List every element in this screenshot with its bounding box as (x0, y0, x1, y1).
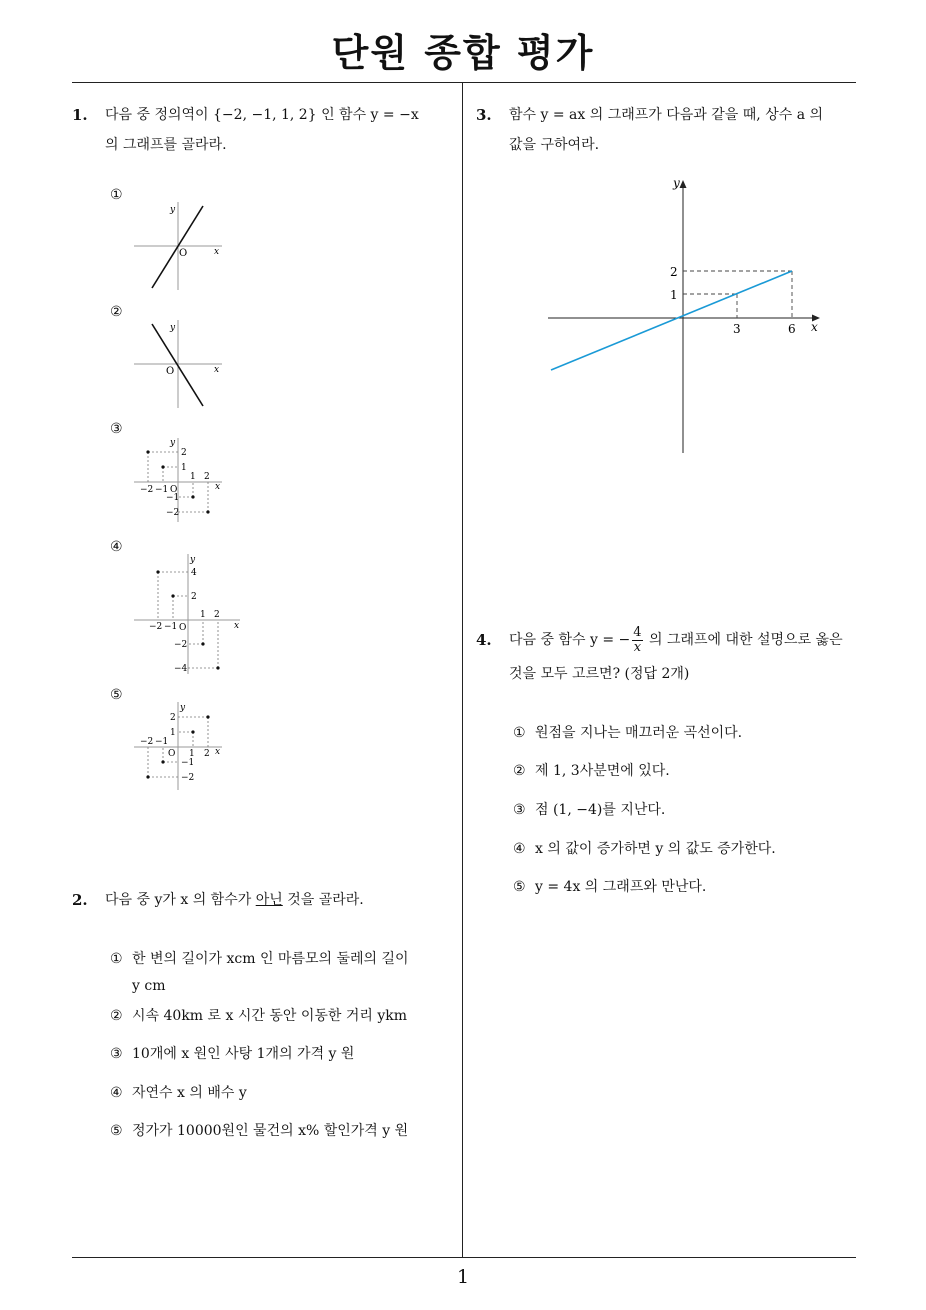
q2-option-5 (110, 1118, 450, 1144)
point (216, 666, 219, 669)
q2-option-3-mark: ③ (110, 1046, 123, 1062)
q2-option-3-text: 10개에 x 원인 사탕 1개의 가격 y 원 (132, 1046, 355, 1062)
y-axis-arrow (680, 180, 687, 188)
q2-option-2-mark: ② (110, 1008, 123, 1024)
y-tick: −1 (181, 758, 195, 768)
y-label: y (190, 555, 196, 565)
y-tick: −2 (166, 508, 180, 518)
y-tick: −2 (174, 640, 188, 650)
q2-option-1 (110, 946, 450, 972)
y-tick: −2 (181, 773, 195, 783)
graph-line (551, 271, 792, 370)
question-4-stem (509, 625, 861, 689)
question-3-stem (509, 100, 861, 160)
fraction-numerator: 4 (633, 624, 642, 640)
q2-option-4-mark: ④ (110, 1085, 123, 1101)
x-tick: 2 (204, 749, 210, 759)
y-label: y (170, 323, 176, 333)
q4-option-1-text: 원점을 지나는 매끄러운 곡선이다. (535, 725, 743, 741)
point (201, 642, 204, 645)
y-tick: 2 (170, 713, 176, 723)
y-tick: 2 (181, 448, 187, 458)
x-tick: −1 (164, 622, 178, 632)
point (146, 450, 149, 453)
q1-graph-4 (130, 552, 245, 677)
header-rule (72, 82, 856, 83)
question-1-line-1: 다음 중 정의역이 {−2, −1, 1, 2} 인 함수 y = −x (105, 107, 419, 123)
point (206, 715, 209, 718)
y-tick: 1 (670, 288, 678, 302)
q4-option-4-text: x 의 값이 증가하면 y 의 값도 증가한다. (535, 841, 776, 857)
x-label: x (215, 747, 221, 757)
x-tick: −2 (140, 485, 154, 495)
q2-option-1-mark: ① (110, 951, 123, 967)
x-tick: 3 (733, 322, 741, 336)
fraction-denominator: x (633, 639, 642, 655)
q4-option-2 (513, 758, 853, 784)
question-1-stem (105, 100, 455, 160)
q1-graph-3 (130, 436, 230, 524)
question-4-line-1 (509, 625, 861, 655)
q1-option-2-mark: ② (110, 304, 123, 320)
q4-option-2-mark: ② (513, 763, 526, 779)
question-2-stem (105, 885, 455, 915)
y-label: y (170, 438, 176, 448)
q4-option-5-mark: ⑤ (513, 879, 526, 895)
q2-option-3 (110, 1041, 450, 1067)
x-label: x (811, 320, 818, 334)
q2-option-2-text: 시속 40km 로 x 시간 동안 이동한 거리 ykm (132, 1008, 408, 1024)
q4-option-3-mark: ③ (513, 802, 526, 818)
point (206, 510, 209, 513)
question-3-number: 3. (476, 106, 492, 124)
q4-option-3-text: 점 (1, −4)를 지난다. (535, 802, 666, 818)
column-divider (462, 83, 463, 1257)
point (161, 465, 164, 468)
x-tick: 2 (214, 610, 220, 620)
y-tick: 2 (670, 265, 678, 279)
x-tick: −2 (140, 737, 154, 747)
q1-option-3-mark: ③ (110, 421, 123, 437)
y-label: y (673, 176, 680, 190)
q2-option-5-text: 정가가 10000원인 물건의 x% 할인가격 y 원 (132, 1123, 409, 1139)
origin-label: O (179, 623, 187, 633)
origin-label: O (170, 485, 178, 495)
point (191, 730, 194, 733)
point (146, 775, 149, 778)
y-label: y (180, 703, 186, 713)
y-tick: 2 (191, 592, 197, 602)
x-tick: 1 (200, 610, 206, 620)
q1-graph-5 (130, 700, 230, 792)
x-tick: −1 (155, 737, 169, 747)
q1-option-5-mark: ⑤ (110, 687, 123, 703)
q1-option-1-mark: ① (110, 187, 123, 203)
y-tick: 4 (191, 568, 197, 578)
question-3-line-2: 값을 구하여라. (509, 137, 600, 153)
question-1-number: 1. (72, 106, 88, 124)
y-tick: −4 (174, 664, 188, 674)
q1-graph-2 (130, 316, 230, 411)
q2-option-5-mark: ⑤ (110, 1123, 123, 1139)
q4-option-1 (513, 720, 853, 746)
question-4-line-2: 것을 모두 고르면? (정답 2개) (509, 666, 690, 682)
question-2-number: 2. (72, 891, 88, 909)
question-2-stem-before: 다음 중 y가 x 의 함수가 (105, 892, 256, 908)
q2-option-1-text: 한 변의 길이가 xcm 인 마름모의 둘레의 길이 (132, 951, 409, 967)
x-tick: 2 (204, 472, 210, 482)
x-label: x (214, 247, 220, 257)
origin-label: O (166, 366, 175, 377)
point (156, 570, 159, 573)
origin-label: O (179, 248, 188, 259)
point (191, 495, 194, 498)
q2-option-4 (110, 1080, 450, 1106)
q1-option-4-mark: ④ (110, 539, 123, 555)
q4-option-5 (513, 874, 853, 900)
q2-option-4-text: 자연수 x 의 배수 y (132, 1085, 247, 1101)
q4-option-5-text: y = 4x 의 그래프와 만난다. (535, 879, 707, 895)
x-tick: 6 (788, 322, 796, 336)
question-2-stem-after: 것을 골라라. (282, 892, 364, 908)
question-2-stem-underline: 아닌 (255, 892, 283, 908)
q2-option-2 (110, 1003, 450, 1029)
footer-rule (72, 1257, 856, 1258)
q3-graph (540, 170, 830, 460)
origin-label: O (168, 749, 176, 759)
q4-option-2-text: 제 1, 3사분면에 있다. (535, 763, 670, 779)
q1-graph-1 (130, 198, 230, 293)
x-tick: −2 (149, 622, 163, 632)
x-tick: −1 (155, 485, 169, 495)
q4-option-3 (513, 797, 853, 823)
q4-option-4-mark: ④ (513, 841, 526, 857)
point (161, 760, 164, 763)
x-tick: 1 (190, 472, 196, 482)
x-label: x (234, 621, 240, 631)
page-number: 1 (456, 1266, 470, 1288)
question-4-number: 4. (476, 631, 492, 649)
page-title: 단원 종합 평가 (331, 31, 595, 75)
point (171, 594, 174, 597)
question-4-stem-before: 다음 중 함수 y = − (509, 632, 631, 648)
y-tick: 1 (170, 728, 176, 738)
q4-option-1-mark: ① (513, 725, 526, 741)
question-4-fraction (632, 626, 642, 655)
y-tick: −1 (166, 493, 180, 503)
x-label: x (215, 482, 221, 492)
q2-option-1-text-2: y cm (132, 978, 166, 994)
y-label: y (170, 205, 176, 215)
question-1-line-2: 의 그래프를 골라라. (105, 137, 227, 153)
question-3-line-1: 함수 y = ax 의 그래프가 다음과 같을 때, 상수 a 의 (509, 107, 824, 123)
q4-option-4 (513, 836, 853, 862)
y-tick: 1 (181, 463, 187, 473)
x-tick: 1 (189, 749, 195, 759)
x-label: x (214, 365, 220, 375)
question-4-stem-after: 의 그래프에 대한 설명으로 옳은 (644, 632, 843, 648)
